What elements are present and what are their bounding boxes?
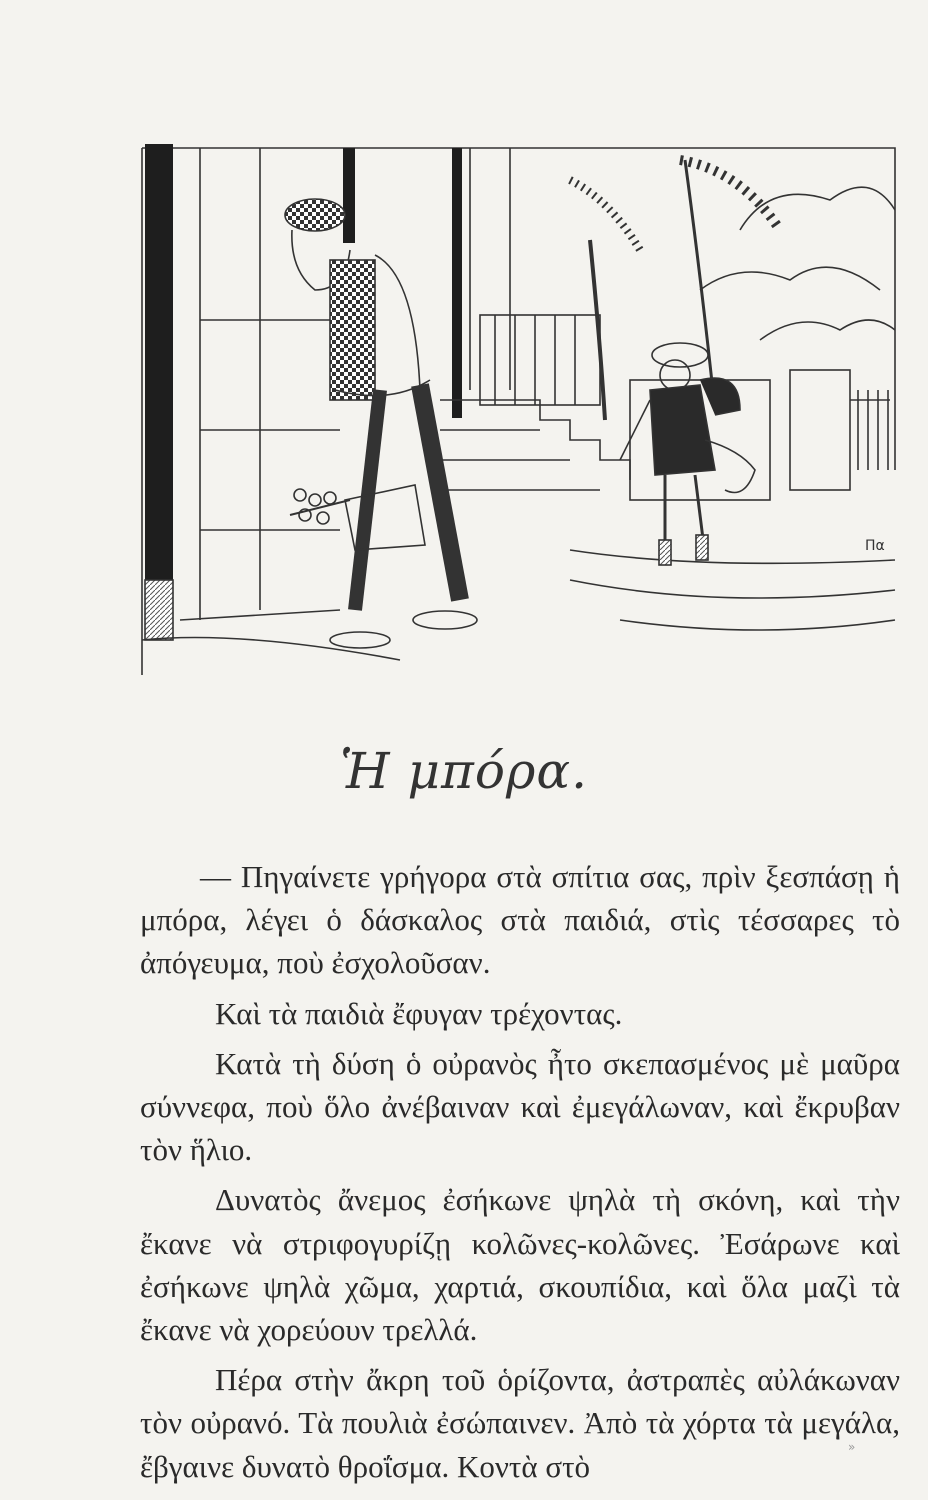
paragraph-2: Καὶ τὰ παιδιὰ ἔφυγαν τρέχοντας.: [215, 995, 623, 1031]
paragraph-4: Δυνατὸς ἄνεμος ἐσήκωνε ψηλὰ τὴ σκόνη, καὶ τὴν ἔκανε νὰ στριφογυρίζῃ κολῶνες-κολῶνες. Ἐσάρωνε καὶ ἐσήκωνε ψηλὰ χῶμα, χαρτιά, σκουπίδια, καὶ ὅλα μαζὶ τὰ ἔκανε νὰ χορεύουν τρελλά.: [140, 1182, 900, 1348]
corner-mark: »: [848, 1440, 856, 1454]
artist-signature: Πα: [865, 538, 885, 554]
illustration-drawing: [140, 140, 900, 680]
storm-illustration: [140, 140, 900, 680]
paragraph-3: Κατὰ τὴ δύση ὁ οὐρανὸς ἦτο σκεπασμένος μὲ μαῦρα σύννεφα, ποὺ ὅλο ἀνέβαιναν καὶ ἐμεγάλωναν, καὶ ἔκρυβαν τὸν ἥλιο.: [140, 1045, 900, 1168]
story-title: Ἡ μπόρα.: [339, 742, 588, 800]
paragraph-5: Πέρα στὴν ἄκρη τοῦ ὁρίζοντα, ἀστραπὲς αὐλάκωναν τὸν οὐρανό. Τὰ πουλιὰ ἐσώπαινεν. Ἀπὸ τὰ χόρτα τὰ μεγάλα, ἔβγαινε δυνατὸ θροΐσμα. Κοντὰ στὸ: [140, 1362, 900, 1484]
paragraph-1: — Πηγαίνετε γρήγορα στὰ σπίτια σας, πρὶν ξεσπάσῃ ἡ μπόρα, λέγει ὁ δάσκαλος στὰ παιδιά, στὶς τέσσαρες τὸ ἀπόγευμα, ποὺ ἐσχολοῦσαν.: [140, 859, 900, 981]
story-text: [140, 855, 900, 1495]
